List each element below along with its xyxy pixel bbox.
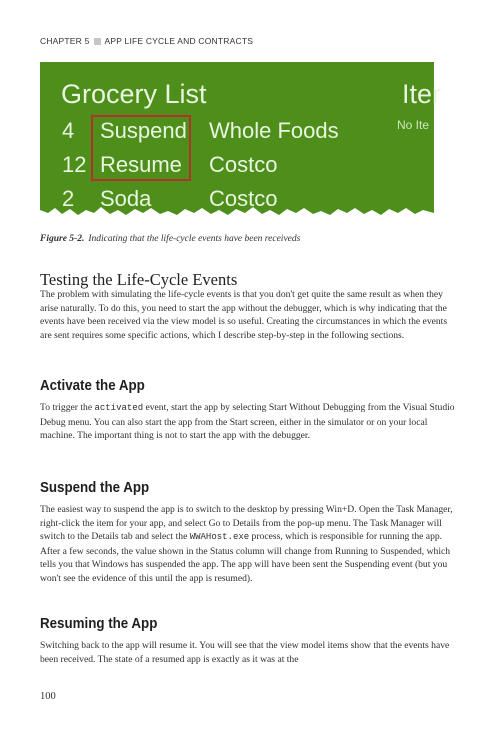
figure-screenshot xyxy=(40,62,442,216)
grocery-store: Costco xyxy=(209,152,278,177)
paragraph-suspend xyxy=(40,503,456,585)
figure-caption xyxy=(40,234,300,244)
paragraph-resuming: Switching back to the app will resume it. You will see that the view model items show that the events have been received. The state of a resumed app is exactly as it was at the xyxy=(40,640,450,665)
chapter-header xyxy=(40,36,253,46)
chapter-separator xyxy=(94,38,101,45)
section-heading-activate: Activate the App xyxy=(40,378,145,394)
paragraph-testing: The problem with simulating the life-cycle events is that you don't get quite the same result as when they arise naturally. To do this, you need to start the app without the debugger, which is why indicating that the events have been received via the view model is so useful. Creating the circumstances in which the events are sent requires some specific actions, which I describe step-by-step in the following sections. xyxy=(40,289,448,341)
grocery-store: Whole Foods xyxy=(209,118,339,143)
page-number: 100 xyxy=(40,691,56,702)
chapter-number: CHAPTER 5 xyxy=(40,36,90,46)
figure-caption-label: Figure 5-2. xyxy=(40,234,85,244)
grocery-qty: 4 xyxy=(62,118,75,143)
paragraph-suspend-text-a: The easiest way to suspend the app is to switch to the desktop by pressing Win+D. Open the Task Manager, right-click the item for your app, and select Go to Details from the pop-up menu. The Task Manager will switch to the Details tab and select the xyxy=(40,504,453,542)
figure-title-right: Iter xyxy=(402,79,442,109)
grocery-qty: 2 xyxy=(62,186,75,211)
code-activated: activated xyxy=(94,403,144,413)
section-heading-testing: Testing the Life-Cycle Events xyxy=(40,270,238,289)
section-heading-resuming: Resuming the App xyxy=(40,616,158,632)
paragraph-activate xyxy=(40,401,456,443)
section-heading-suspend: Suspend the App xyxy=(40,480,150,496)
grocery-qty: 12 xyxy=(62,152,87,177)
paragraph-activate-text-a: To trigger the xyxy=(40,402,95,413)
grocery-item: Soda xyxy=(100,186,152,211)
figure-app-title: Grocery List xyxy=(61,79,207,109)
grocery-item: Suspend xyxy=(100,118,187,143)
paragraph-suspend-text-b: process, which is responsible for running the app. After a few seconds, the value shown in the Status column will change from Running to Suspended, which tells you that Windows has suspended the app. The app will have been sent the Suspending event (but you won't see the evidence of this until the app is resumed). xyxy=(40,531,451,584)
highlight-box xyxy=(91,115,191,181)
chapter-title: APP LIFE CYCLE AND CONTRACTS xyxy=(104,36,254,46)
code-wwahost: WWAHost.exe xyxy=(189,532,250,542)
grocery-item: Resume xyxy=(100,152,182,177)
torn-edge xyxy=(40,204,434,218)
figure-caption-text: Indicating that the life-cycle events have been receiveds xyxy=(88,234,301,244)
paragraph-activate-text-b: event, start the app by selecting Start Without Debugging from the Visual Studio Debug menu. You can also start the app from the Start screen, either in the simulator or on your local machine. The important thing is not to start the app with the debugger. xyxy=(40,402,455,441)
grocery-store: Costco xyxy=(209,186,278,211)
figure-subtitle-right: No Ite xyxy=(397,118,430,132)
